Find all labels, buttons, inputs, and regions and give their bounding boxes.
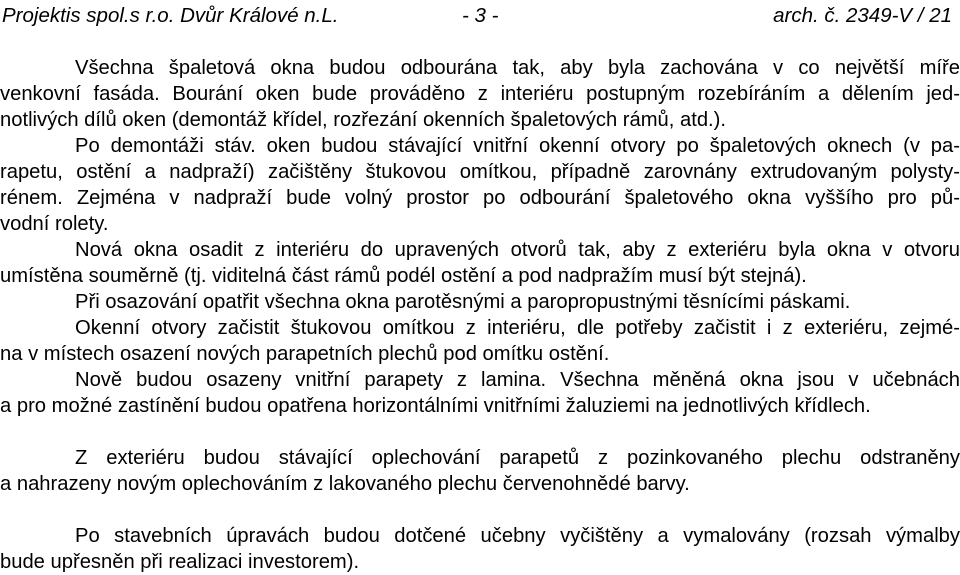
text-line: Z exteriéru budou stávající oplechování parapetů z pozinkovaného plechu odstraněny bbox=[75, 447, 960, 469]
text-line: bude upřesněn při realizaci investorem). bbox=[0, 551, 360, 573]
text-line: umístěna souměrně (tj. viditelná část rámů podél ostění a pod nadpražím musí být stejná). bbox=[0, 265, 807, 287]
page-header bbox=[0, 0, 960, 34]
text-line: Nově budou osazeny vnitřní parapety z lamina. Všechna měněná okna jsou v učebnách bbox=[75, 369, 960, 391]
header-archive-number: arch. č. 2349-V / 21 bbox=[773, 4, 952, 27]
text-line: Po demontáži stáv. oken budou stávající vnitřní okenní otvory po špaletových oknech (v pa- bbox=[75, 135, 960, 157]
text-line: na v místech osazení nových parapetních plechů pod omítku ostění. bbox=[0, 343, 610, 365]
text-line: a pro možné zastínění budou opatřena horizontálními vnitřními žaluziemi na jednotlivých křídlech. bbox=[0, 395, 871, 417]
text-line: Okenní otvory začistit štukovou omítkou z interiéru, dle potřeby začistit i z exteriéru, zejmé- bbox=[75, 317, 960, 339]
text-line: rapetu, ostění a nadpraží) začištěny štukovou omítkou, případně zarovnány extrudovaným polysty- bbox=[0, 161, 960, 183]
text-line: a nahrazeny novým oplechováním z lakovaného plechu červenohnědé barvy. bbox=[0, 473, 690, 495]
header-page-number: - 3 - bbox=[462, 4, 499, 27]
text-line: rénem. Zejména v nadpraží bude volný prostor po odbourání špaletového okna vyššího pro pů- bbox=[0, 187, 960, 209]
text-line: Po stavebních úpravách budou dotčené učebny vyčištěny a vymalovány (rozsah výmalby bbox=[75, 525, 960, 547]
text-line: vodní rolety. bbox=[0, 213, 109, 235]
header-company: Projektis spol.s r.o. Dvůr Králové n.L. bbox=[2, 4, 339, 27]
text-line: notlivých dílů oken (demontáž křídel, rozřezání okenních špaletových rámů, atd.). bbox=[0, 109, 726, 131]
text-line: Všechna špaletová okna budou odbourána tak, aby byla zachována v co největší míře bbox=[75, 57, 960, 79]
text-line: Při osazování opatřit všechna okna parotěsnými a paropropustnými těsnícími páskami. bbox=[75, 291, 851, 313]
text-line: venkovní fasáda. Bourání oken bude prováděno z interiéru postupným rozebíráním a dělením jed- bbox=[0, 83, 960, 105]
text-line: Nová okna osadit z interiéru do upravených otvorů tak, aby z exteriéru byla okna v otvoru bbox=[75, 239, 960, 261]
